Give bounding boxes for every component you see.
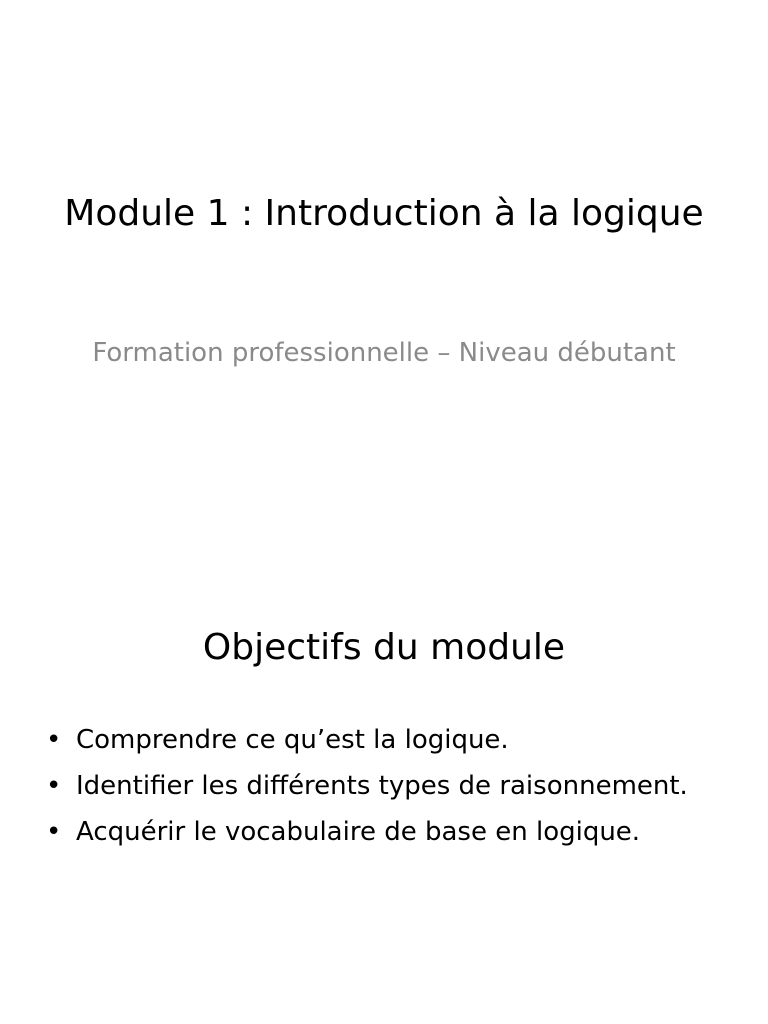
objectives-title: Objectifs du module [202,627,566,668]
objectives-slide [0,512,768,1024]
bullet-icon: • [46,817,62,847]
objectives-list [40,718,720,856]
bullet-icon: • [46,725,62,755]
list-item [40,810,720,854]
bullet-icon: • [46,771,62,801]
slide-subtitle: Formation professionnelle – Niveau débutant [92,338,676,368]
list-item-text: Comprendre ce qu’est la logique. [76,725,509,755]
list-item-text: Acquérir le vocabulaire de base en logique. [76,817,641,847]
list-item [40,764,720,808]
slide-title: Module 1 : Introduction à la logique [64,193,704,234]
list-item [40,718,720,762]
list-item-text: Identifier les différents types de raisonnement. [76,771,688,801]
